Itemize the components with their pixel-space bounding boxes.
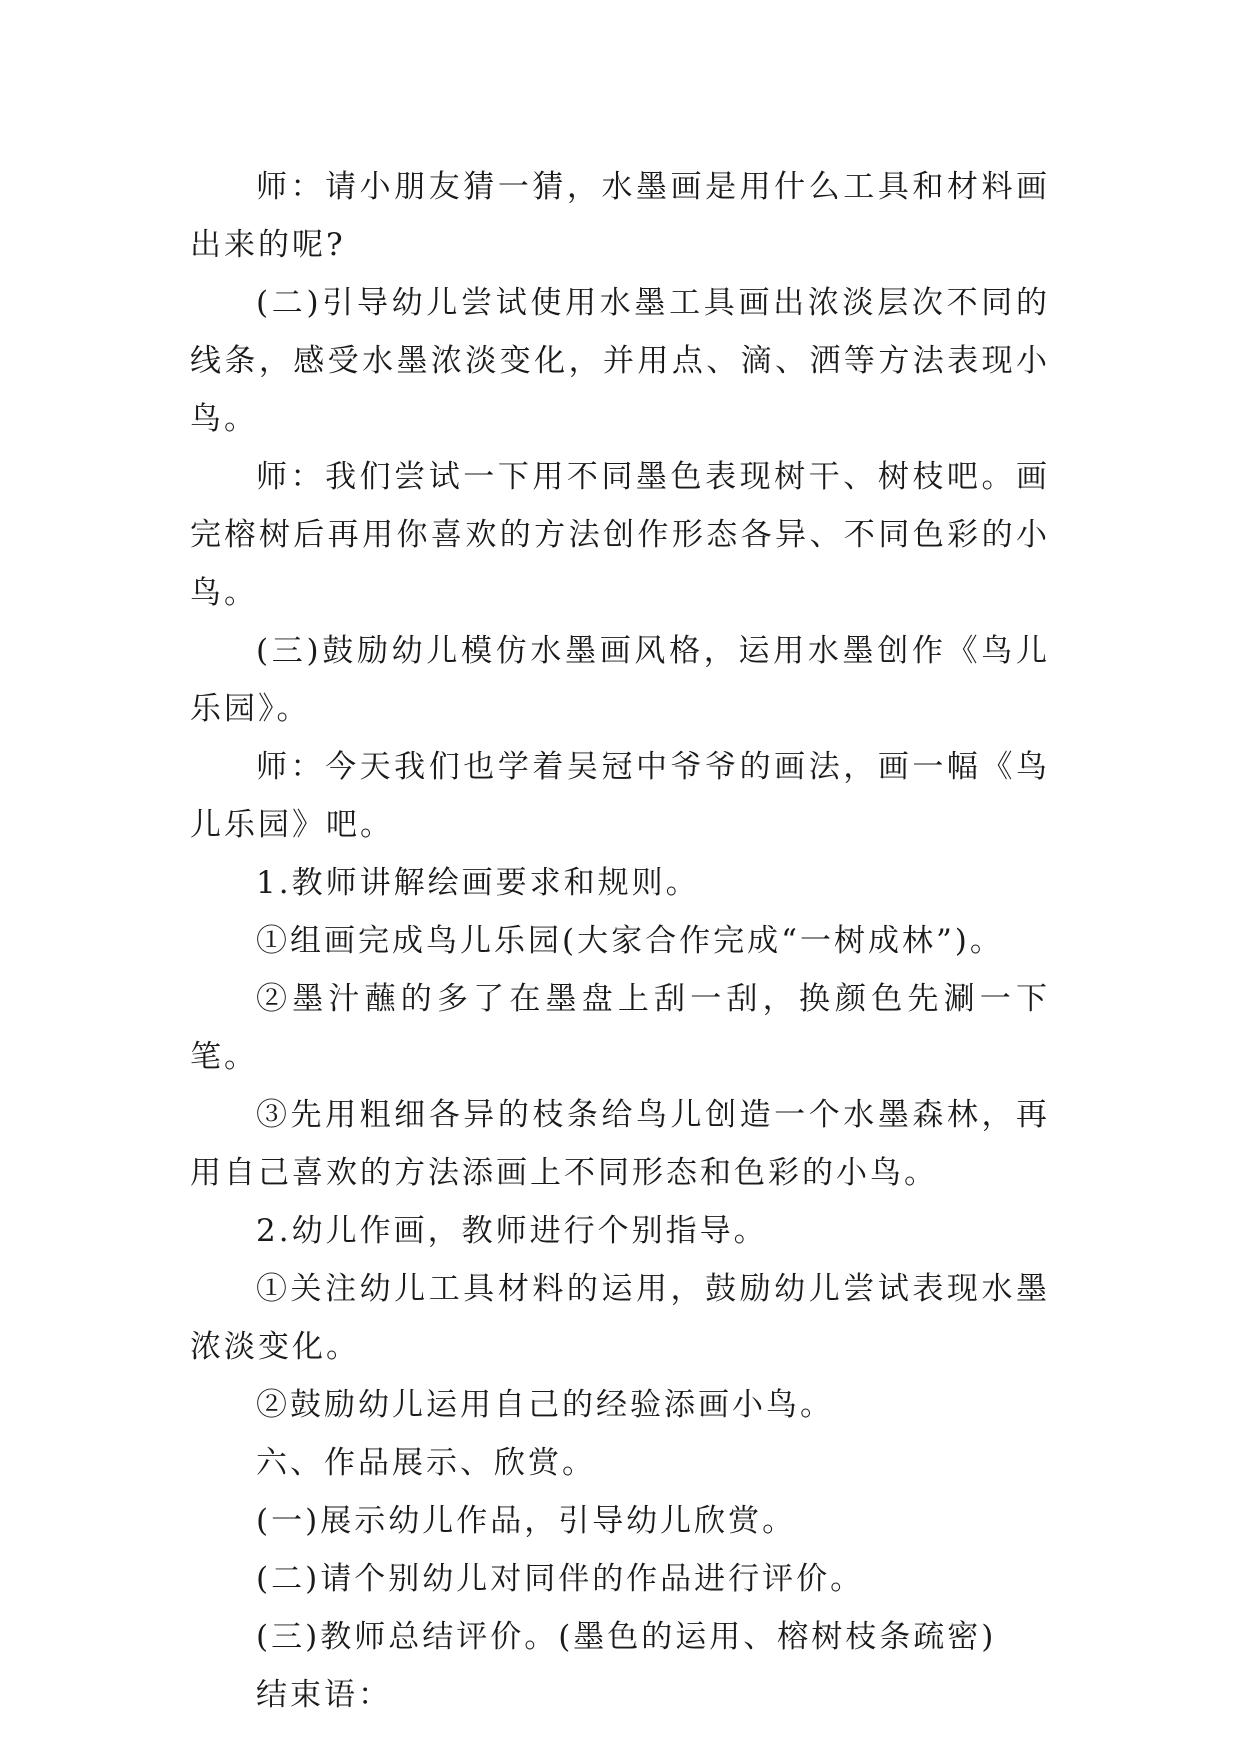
paragraph-rule-three: ③先用粗细各异的枝条给鸟儿创造一个水墨森林，再用自己喜欢的方法添画上不同形态和色彩的小鸟。 xyxy=(190,1097,1050,1191)
paragraph-show-works: (一)展示幼儿作品，引导幼儿欣赏。 xyxy=(256,1503,797,1539)
paragraph-closing-words: 结束语： xyxy=(256,1677,392,1713)
paragraph-step-three-encourage: (三)鼓励幼儿模仿水墨画风格，运用水墨创作《鸟儿乐园》。 xyxy=(190,633,1050,727)
paragraph-peer-review: (二)请个别幼儿对同伴的作品进行评价。 xyxy=(256,1561,865,1597)
paragraph-section-six: 六、作品展示、欣赏。 xyxy=(256,1445,596,1481)
paragraph-teacher-question: 师：请小朋友猜一猜，水墨画是用什么工具和材料画出来的呢? xyxy=(190,169,1050,263)
paragraph-drawing-heading: 2.幼儿作画，教师进行个别指导。 xyxy=(256,1213,768,1249)
paragraph-teacher-try-ink: 师：我们尝试一下用不同墨色表现树干、树枝吧。画完榕树后再用你喜欢的方法创作形态各异、不同色彩的小鸟。 xyxy=(190,459,1050,611)
paragraph-rules-heading: 1.教师讲解绘画要求和规则。 xyxy=(256,865,700,901)
paragraph-step-two-guide: (二)引导幼儿尝试使用水墨工具画出浓淡层次不同的线条，感受水墨浓淡变化，并用点、滴、洒等方法表现小鸟。 xyxy=(190,285,1050,437)
paragraph-guidance-one: ①关注幼儿工具材料的运用，鼓励幼儿尝试表现水墨浓淡变化。 xyxy=(190,1271,1050,1365)
paragraph-teacher-today: 师：今天我们也学着吴冠中爷爷的画法，画一幅《鸟儿乐园》吧。 xyxy=(190,749,1050,843)
paragraph-guidance-two: ②鼓励幼儿运用自己的经验添画小鸟。 xyxy=(256,1387,834,1423)
document-body xyxy=(190,158,1050,1724)
paragraph-rule-two: ②墨汁蘸的多了在墨盘上刮一刮，换颜色先涮一下笔。 xyxy=(190,981,1050,1075)
paragraph-teacher-summary: (三)教师总结评价。(墨色的运用、榕树枝条疏密) xyxy=(256,1619,997,1655)
paragraph-rule-one: ①组画完成鸟儿乐园(大家合作完成“一树成林”)。 xyxy=(256,923,1004,959)
